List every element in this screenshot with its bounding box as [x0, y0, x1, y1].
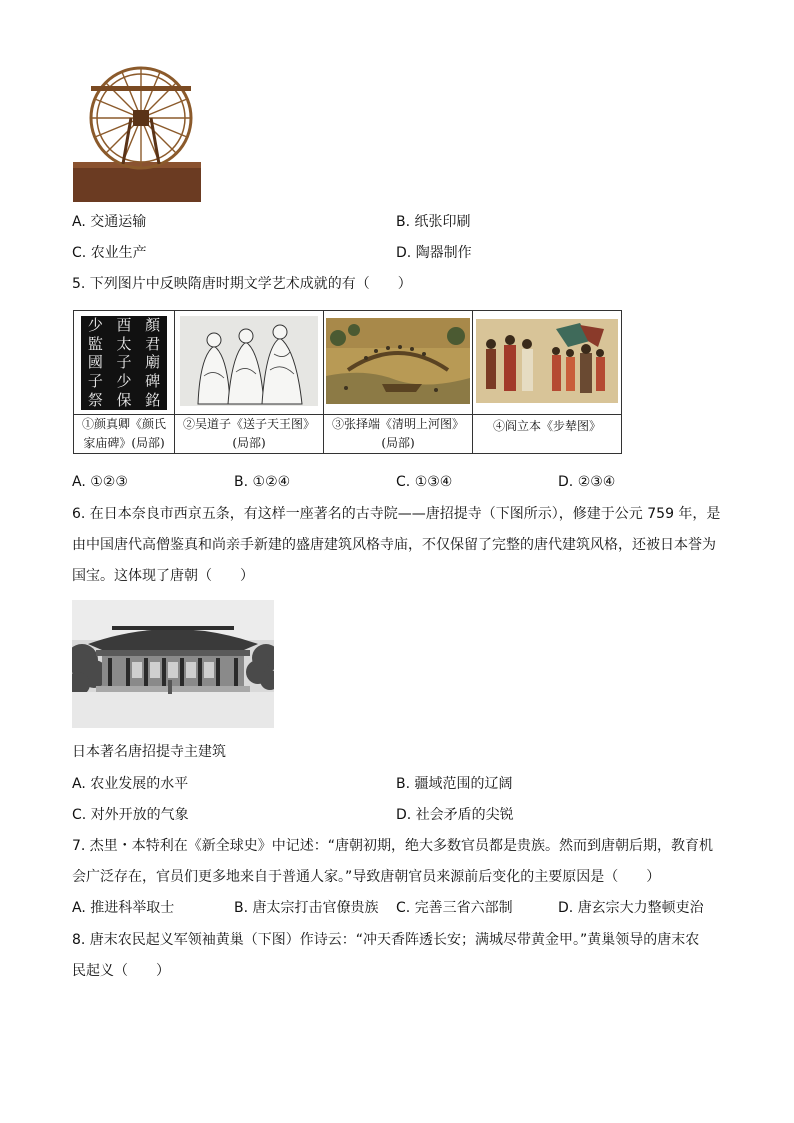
- glyph: 保: [116, 391, 132, 410]
- glyph: 銘: [145, 391, 161, 410]
- option-key: C.: [72, 245, 87, 261]
- q6-question-line-2: 由中国唐代高僧鉴真和尚亲手新建的盛唐建筑风格寺庙，不仅保留了完整的唐代建筑风格，还被日本誉为: [72, 537, 716, 553]
- q7-option-d[interactable]: [558, 898, 704, 918]
- glyph: 子: [116, 353, 132, 372]
- q4-option-b[interactable]: [396, 212, 471, 232]
- q7-option-a[interactable]: [72, 898, 174, 918]
- q7-option-c[interactable]: [396, 898, 513, 918]
- glyph: 君: [145, 334, 161, 353]
- glyph: 酉: [116, 315, 132, 334]
- q5-option-c[interactable]: [396, 472, 452, 492]
- q8-question-line-1: 8. 唐末农民起义军领袖黄巢（下图）作诗云：“冲天香阵透长安；满城尽带黄金甲。”黄巢领导的唐末农: [72, 932, 700, 948]
- option-text: 农业发展的水平: [90, 776, 189, 792]
- q8-question-line-2: 民起义（ ）: [72, 963, 170, 979]
- glyph: 監: [87, 334, 103, 353]
- option-key: C.: [72, 807, 87, 823]
- glyph: 碑: [145, 372, 161, 391]
- option-text: 疆域范围的辽阔: [414, 776, 513, 792]
- qingming-scroll-image: [326, 318, 470, 404]
- option-key: D.: [396, 807, 412, 823]
- option-key: D.: [558, 474, 574, 490]
- caption-line: ③张择端《清明上河图》: [331, 417, 464, 431]
- q5-cell-songzi: [175, 311, 324, 415]
- q6-option-b[interactable]: [396, 774, 513, 794]
- q6-image-caption: 日本著名唐招提寺主建筑: [72, 744, 226, 760]
- glyph: 國: [87, 353, 103, 372]
- q6-option-a[interactable]: [72, 774, 188, 794]
- option-text: 纸张印刷: [414, 214, 471, 230]
- option-key: A.: [72, 474, 86, 490]
- temple-building-icon: [72, 600, 274, 728]
- option-text: ②③④: [577, 474, 616, 490]
- option-text: 完善三省六部制: [414, 900, 513, 916]
- glyph: 祭: [87, 391, 103, 410]
- glyph: 太: [116, 334, 132, 353]
- q5-option-b[interactable]: [234, 472, 290, 492]
- caption-line: ①颜真卿《颜氏: [81, 417, 166, 431]
- caption-line: (局部): [381, 436, 415, 450]
- q5-caption-4: [473, 415, 622, 454]
- glyph: 顏: [145, 315, 161, 334]
- q7-question-line-1: 7. 杰里・本特利在《新全球史》中记述：“唐朝初期，绝大多数官员都是贵族。然而到唐朝后期，教育机: [72, 838, 714, 854]
- q6-option-c[interactable]: [72, 805, 189, 825]
- water-wheel-image: [73, 58, 201, 202]
- option-key: C.: [396, 474, 411, 490]
- q5-option-a[interactable]: [72, 472, 128, 492]
- q5-image-table: [73, 310, 622, 454]
- caption-line: 家庙碑》(局部): [83, 436, 165, 450]
- option-text: 农业生产: [90, 245, 147, 261]
- figure-painting-image: [180, 316, 318, 406]
- option-key: B.: [234, 474, 249, 490]
- glyph: 少: [87, 315, 103, 334]
- option-text: 陶器制作: [415, 245, 472, 261]
- q6-question-line-3: 国宝。这体现了唐朝（ ）: [72, 568, 254, 584]
- caption-line: ②吴道子《送子天王图》: [182, 417, 315, 431]
- option-key: B.: [396, 776, 411, 792]
- option-text: ①②③: [90, 474, 128, 490]
- glyph: 子: [87, 372, 103, 391]
- q4-option-a[interactable]: [72, 212, 146, 232]
- option-text: 唐太宗打击官僚贵族: [252, 900, 379, 916]
- option-text: 社会矛盾的尖锐: [415, 807, 514, 823]
- q5-caption-2: [175, 415, 324, 454]
- glyph: 廟: [145, 353, 161, 372]
- option-text: 推进科举取士: [90, 900, 175, 916]
- q6-option-d[interactable]: [396, 805, 514, 825]
- q6-question-line-1: 6. 在日本奈良市西京五条，有这样一座著名的古寺院——唐招提寺（下图所示），修建于公元 759 年，是: [72, 506, 721, 522]
- q5-caption-1: [74, 415, 175, 454]
- caption-line: (局部): [232, 436, 266, 450]
- option-key: D.: [558, 900, 574, 916]
- option-key: D.: [396, 245, 412, 261]
- toshodaiji-temple-image: [72, 600, 274, 728]
- option-text: 交通运输: [90, 214, 147, 230]
- bunian-painting-image: [476, 319, 618, 403]
- option-text: ①②④: [252, 474, 291, 490]
- option-text: 唐玄宗大力整顿吏治: [577, 900, 704, 916]
- q5-option-d[interactable]: [558, 472, 615, 492]
- option-key: B.: [234, 900, 249, 916]
- option-key: A.: [72, 214, 86, 230]
- glyph: 少: [116, 372, 132, 391]
- q4-option-d[interactable]: [396, 243, 472, 263]
- option-key: A.: [72, 776, 86, 792]
- q4-option-c[interactable]: [72, 243, 147, 263]
- option-text: 对外开放的气象: [90, 807, 189, 823]
- q5-cell-bunian: [473, 311, 622, 415]
- q5-cell-calligraphy: [74, 311, 175, 415]
- option-key: C.: [396, 900, 411, 916]
- q5-cell-qingming: [324, 311, 473, 415]
- caption-line: ④阎立本《步辇图》: [492, 419, 601, 433]
- option-key: A.: [72, 900, 86, 916]
- option-key: B.: [396, 214, 411, 230]
- q7-option-b[interactable]: [234, 898, 379, 918]
- option-text: ①③④: [414, 474, 453, 490]
- q7-question-line-2: 会广泛存在，官员们更多地来自于普通人家。”导致唐朝官员来源前后变化的主要原因是（ ）: [72, 869, 661, 885]
- q5-question: 5. 下列图片中反映隋唐时期文学艺术成就的有（ ）: [72, 276, 412, 292]
- calligraphy-image: [81, 316, 167, 410]
- q5-caption-3: [324, 415, 473, 454]
- water-wheel-model-icon: [73, 58, 201, 202]
